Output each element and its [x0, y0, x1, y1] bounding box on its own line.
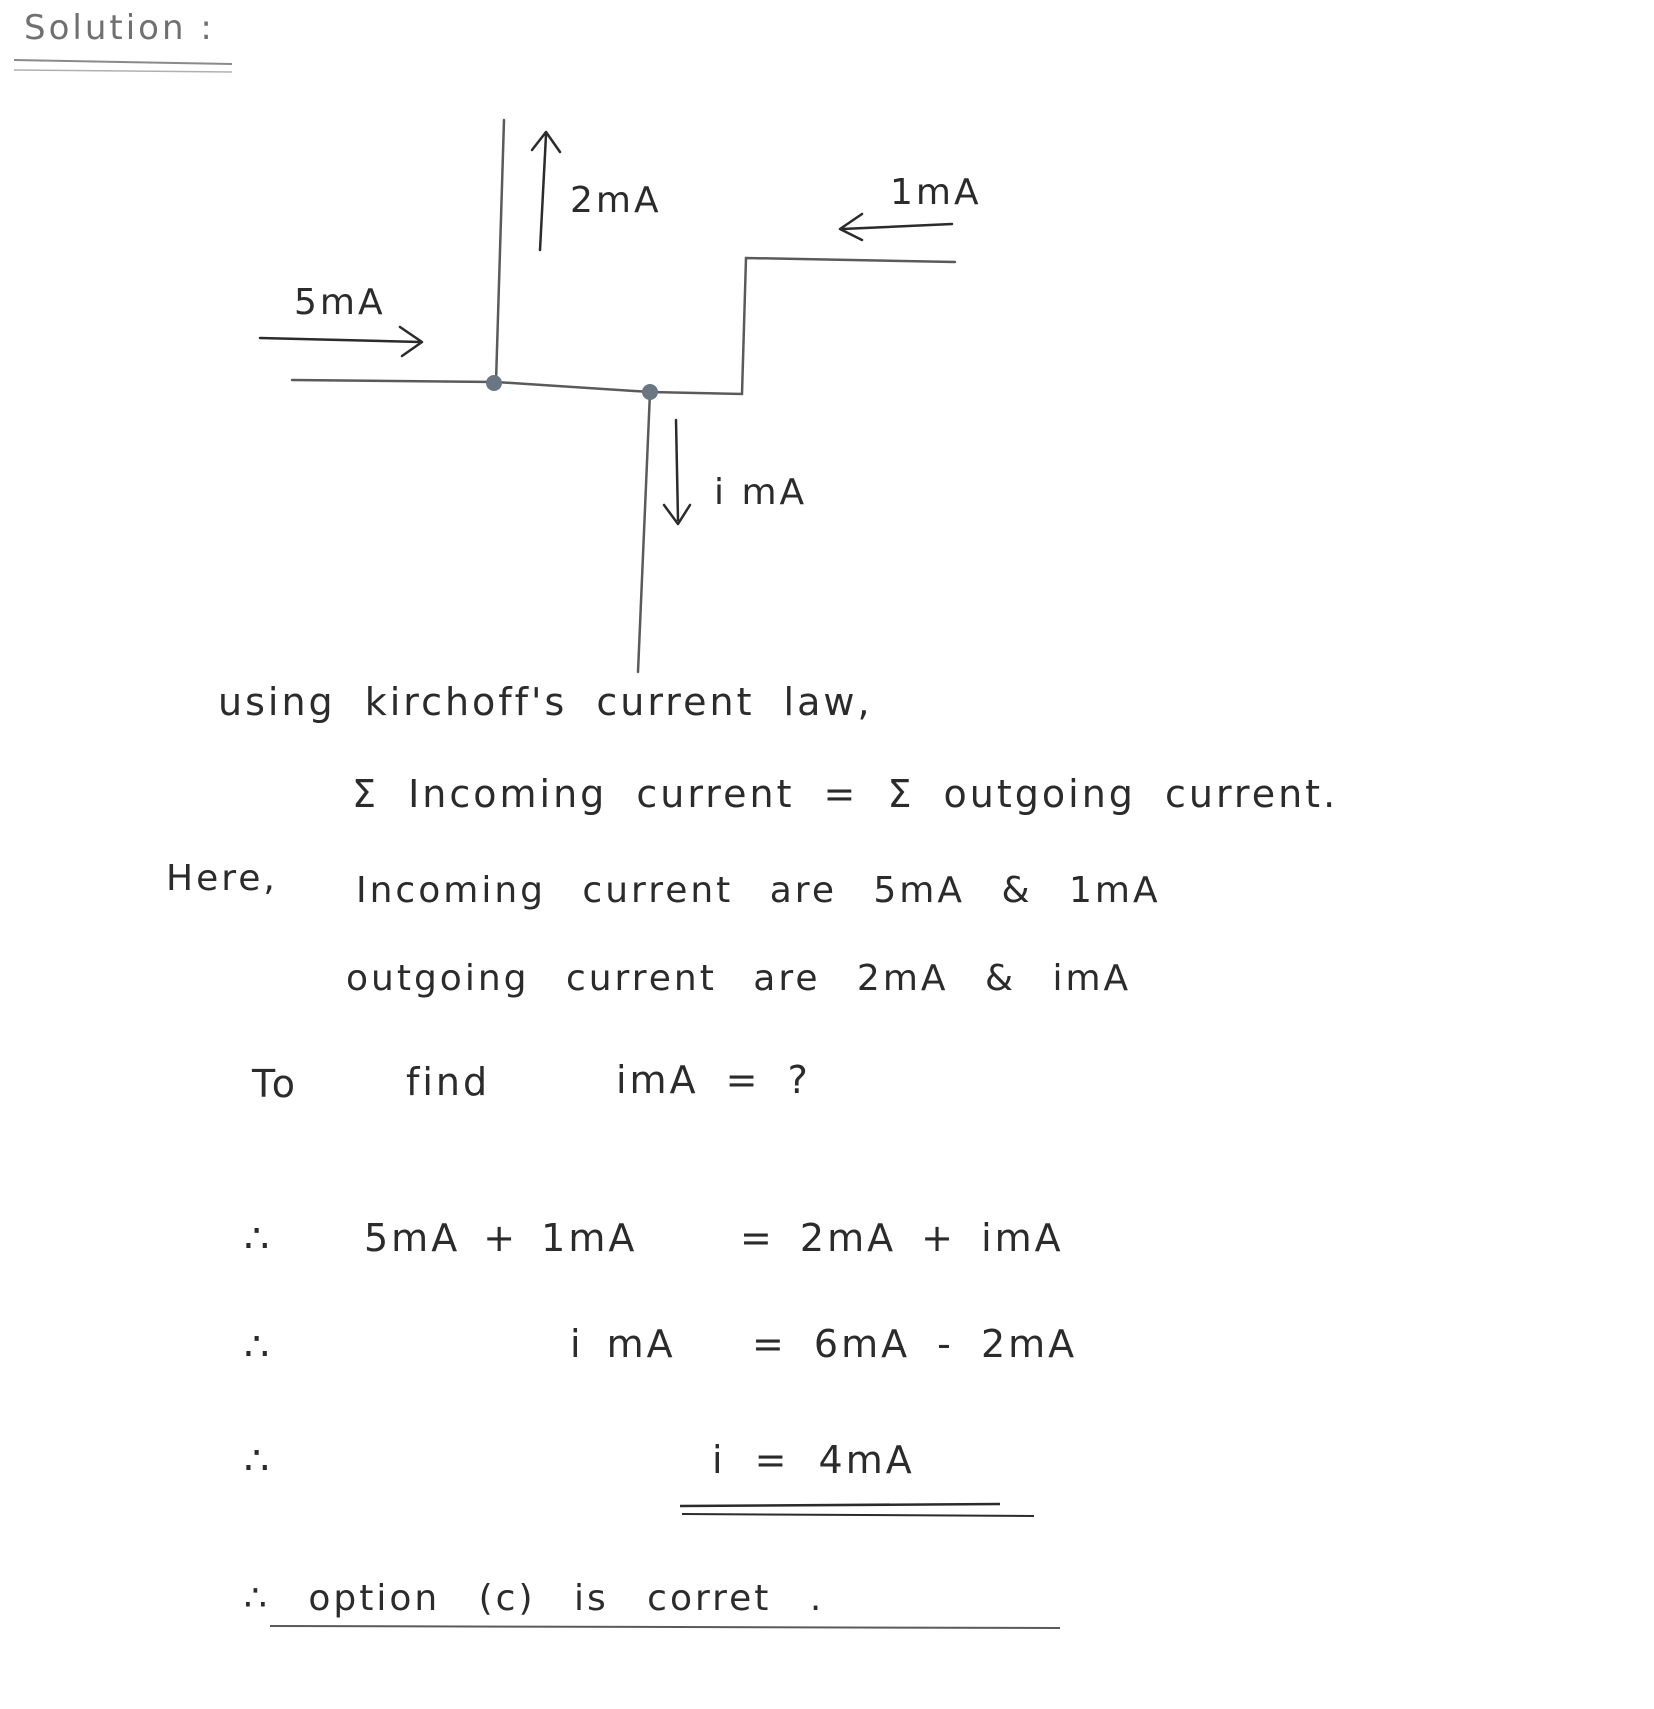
answer-underline: [680, 1504, 1000, 1506]
final-underline: [270, 1626, 1060, 1628]
label-2ma: 2mA: [570, 180, 662, 221]
label-ima: i mA: [714, 472, 808, 513]
page-heading: Solution :: [24, 8, 215, 48]
arrow-down-ima: [664, 420, 690, 524]
wire-right-step: [650, 258, 955, 394]
therefore-1: ∴: [244, 1216, 273, 1262]
answer-equation: i = 4mA: [712, 1438, 915, 1482]
outgoing-currents: outgoing current are 2mA & imA: [346, 958, 1132, 999]
kcl-intro: using kirchoff's current law,: [218, 680, 873, 724]
incoming-currents: Incoming current are 5mA & 1mA: [356, 870, 1161, 911]
find-target: imA = ?: [616, 1058, 811, 1102]
equation-1-lhs: 5mA + 1mA: [364, 1216, 638, 1260]
arrow-left-1ma: [840, 214, 952, 240]
therefore-2: ∴: [244, 1324, 273, 1370]
find-label: find: [406, 1060, 491, 1104]
wire-down: [638, 392, 650, 672]
equation-2-lhs: i mA: [570, 1322, 676, 1366]
arrow-right-5ma: [260, 327, 422, 356]
wire-mid: [496, 382, 650, 392]
equation-1-rhs: = 2mA + imA: [740, 1216, 1064, 1260]
wire-left: [292, 380, 496, 382]
wire-up: [496, 120, 504, 382]
here-label: Here,: [166, 858, 278, 899]
node-left: [486, 375, 502, 391]
to-label: To: [252, 1062, 299, 1106]
kcl-equation: Σ Incoming current = Σ outgoing current.: [352, 772, 1339, 816]
final-conclusion: ∴ option (c) is corret .: [244, 1578, 825, 1619]
arrow-up-2ma: [532, 132, 560, 250]
label-1ma: 1mA: [890, 172, 982, 213]
node-right: [642, 384, 658, 400]
heading-underline: [14, 60, 232, 64]
therefore-3: ∴: [244, 1438, 273, 1484]
equation-2-rhs: = 6mA - 2mA: [752, 1322, 1078, 1366]
label-5ma: 5mA: [294, 282, 386, 323]
